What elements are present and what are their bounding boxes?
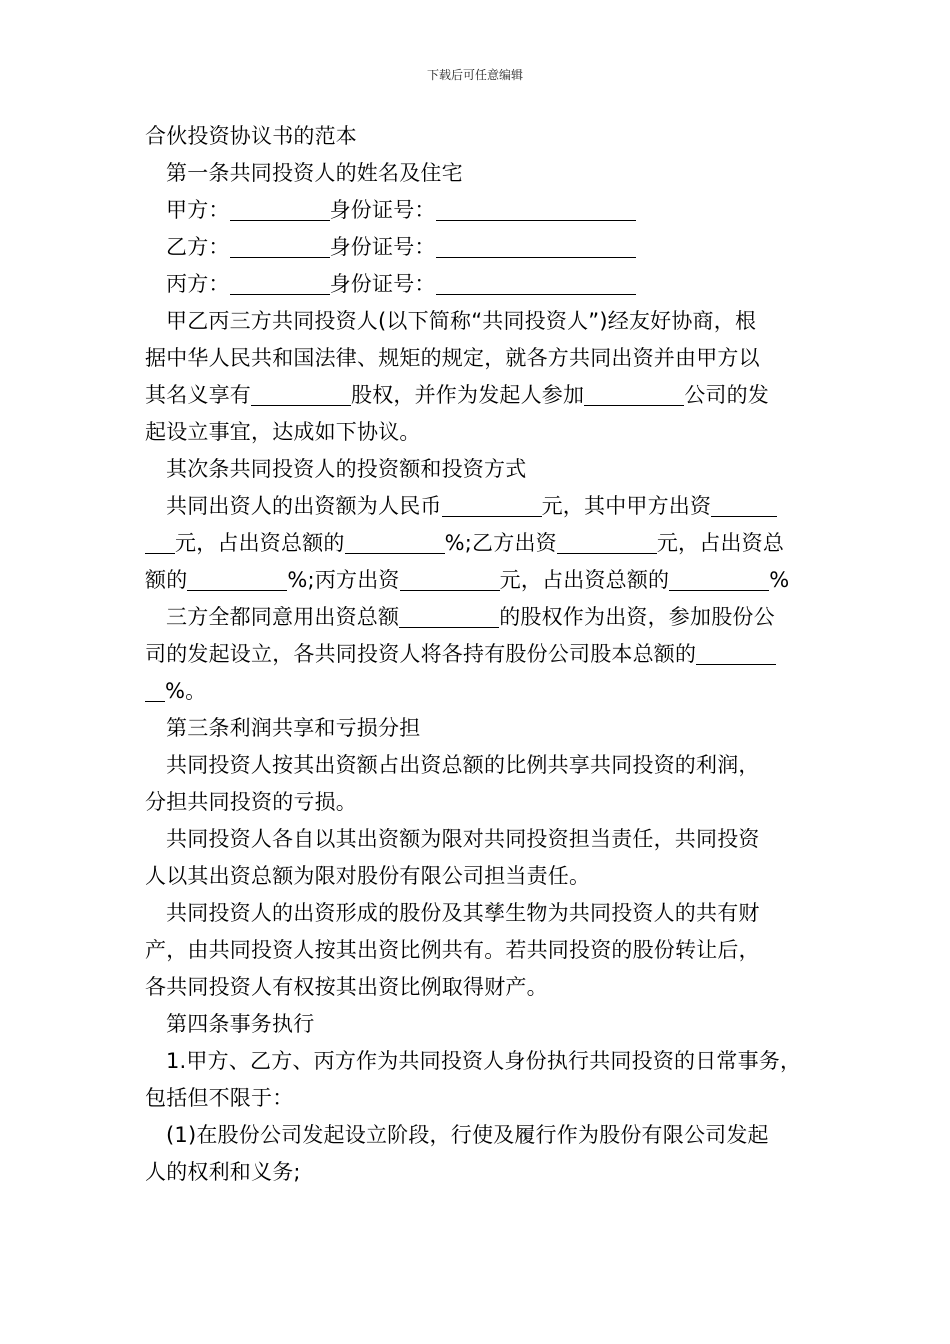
paragraph-line: 包括但不限于：	[145, 1086, 294, 1110]
paragraph-line	[145, 525, 815, 562]
party-c-percent-blank	[669, 568, 769, 591]
paragraph-line: 各共同投资人有权按其出资比例取得财产。	[145, 975, 548, 999]
document-body	[145, 118, 815, 1191]
paragraph-line: 人的权利和义务;	[145, 1160, 301, 1184]
party-c-label: 丙方：	[166, 272, 230, 296]
party-a-amount-blank-cont	[145, 531, 175, 554]
party-b-percent-blank	[187, 568, 287, 591]
page-header: 下载后可任意编辑	[426, 68, 523, 82]
article2-heading: 其次条共同投资人的投资额和投资方式	[166, 457, 527, 481]
paragraph-line: (1)在股份公司发起设立阶段，行使及履行作为股份有限公司发起	[166, 1123, 769, 1147]
paragraph-line	[145, 673, 815, 710]
paragraph-line: 起设立事宜，达成如下协议。	[145, 420, 421, 444]
paragraph-line	[145, 562, 815, 599]
text-span: 的股权作为出资，参加股份公	[499, 605, 775, 629]
party-a-name-blank	[230, 198, 330, 221]
party-b-row	[145, 229, 815, 266]
text-span: 元，占出资总额的	[175, 531, 345, 555]
party-c-id-blank	[436, 272, 636, 295]
text-span: 公司的发	[684, 383, 770, 407]
text-span: 其名义享有	[145, 383, 251, 407]
party-a-id-blank	[436, 198, 636, 221]
paragraph-line: 共同投资人的出资形成的股份及其孳生物为共同投资人的共有财	[166, 901, 760, 925]
text-span: 元，占出资总	[656, 531, 785, 555]
paragraph-line: 产，由共同投资人按其出资比例共有。若共同投资的股份转让后，	[145, 938, 760, 962]
id-label: 身份证号：	[329, 235, 436, 259]
paragraph-line	[145, 636, 815, 673]
text-span: 司的发起设立，各共同投资人将各持有股份公司股本总额的	[145, 642, 697, 666]
party-b-id-blank	[436, 235, 636, 258]
article3-heading: 第三条利润共享和亏损分担	[166, 716, 421, 740]
party-b-name-blank	[230, 235, 330, 258]
party-a-percent-blank	[345, 531, 445, 554]
equity-blank	[251, 383, 351, 406]
total-amount-blank	[442, 494, 542, 517]
party-a-label: 甲方：	[166, 198, 230, 222]
share-percent-blank	[696, 642, 776, 665]
party-a-row	[145, 192, 815, 229]
party-c-name-blank	[230, 272, 330, 295]
paragraph-line: 分担共同投资的亏损。	[145, 790, 357, 814]
text-span: 元，其中甲方出资	[541, 494, 712, 518]
text-span: %;乙方出资	[444, 531, 557, 555]
text-span: 元，占出资总额的	[499, 568, 670, 592]
share-percent-blank-cont	[145, 679, 165, 702]
id-label: 身份证号：	[329, 272, 436, 296]
text-span: 股权，并作为发起人参加	[351, 383, 585, 407]
party-c-amount-blank	[400, 568, 500, 591]
party-c-row	[145, 266, 815, 303]
paragraph-line: 人以其出资总额为限对股份有限公司担当责任。	[145, 864, 591, 888]
text-span: %。	[165, 679, 207, 703]
contribution-blank	[399, 605, 499, 628]
paragraph-line: 共同投资人按其出资额占出资总额的比例共享共同投资的利润，	[166, 753, 760, 777]
paragraph-line	[145, 488, 815, 525]
id-label: 身份证号：	[329, 198, 436, 222]
article1-heading: 第一条共同投资人的姓名及住宅	[166, 161, 463, 185]
text-span: 共同出资人的出资额为人民币	[166, 494, 442, 518]
party-b-label: 乙方：	[166, 235, 230, 259]
company-blank	[584, 383, 684, 406]
text-span: 三方全都同意用出资总额	[166, 605, 400, 629]
paragraph-line: 共同投资人各自以其出资额为限对共同投资担当责任，共同投资	[166, 827, 760, 851]
party-b-amount-blank	[557, 531, 657, 554]
text-span: %	[769, 568, 790, 592]
paragraph-line	[145, 599, 815, 636]
article4-heading: 第四条事务执行	[166, 1012, 315, 1036]
paragraph-line: 据中华人民共和国法律、规矩的规定，就各方共同出资并由甲方以	[145, 346, 760, 370]
text-span: 额的	[145, 568, 188, 592]
document-title: 合伙投资协议书的范本	[145, 124, 357, 148]
paragraph-line	[145, 377, 815, 414]
paragraph-line: 1.甲方、乙方、丙方作为共同投资人身份执行共同投资的日常事务，	[166, 1049, 802, 1073]
paragraph-line: 甲乙丙三方共同投资人(以下简称“共同投资人”)经友好协商，根	[166, 309, 757, 333]
party-a-amount-blank	[711, 494, 777, 517]
text-span: %;丙方出资	[287, 568, 400, 592]
